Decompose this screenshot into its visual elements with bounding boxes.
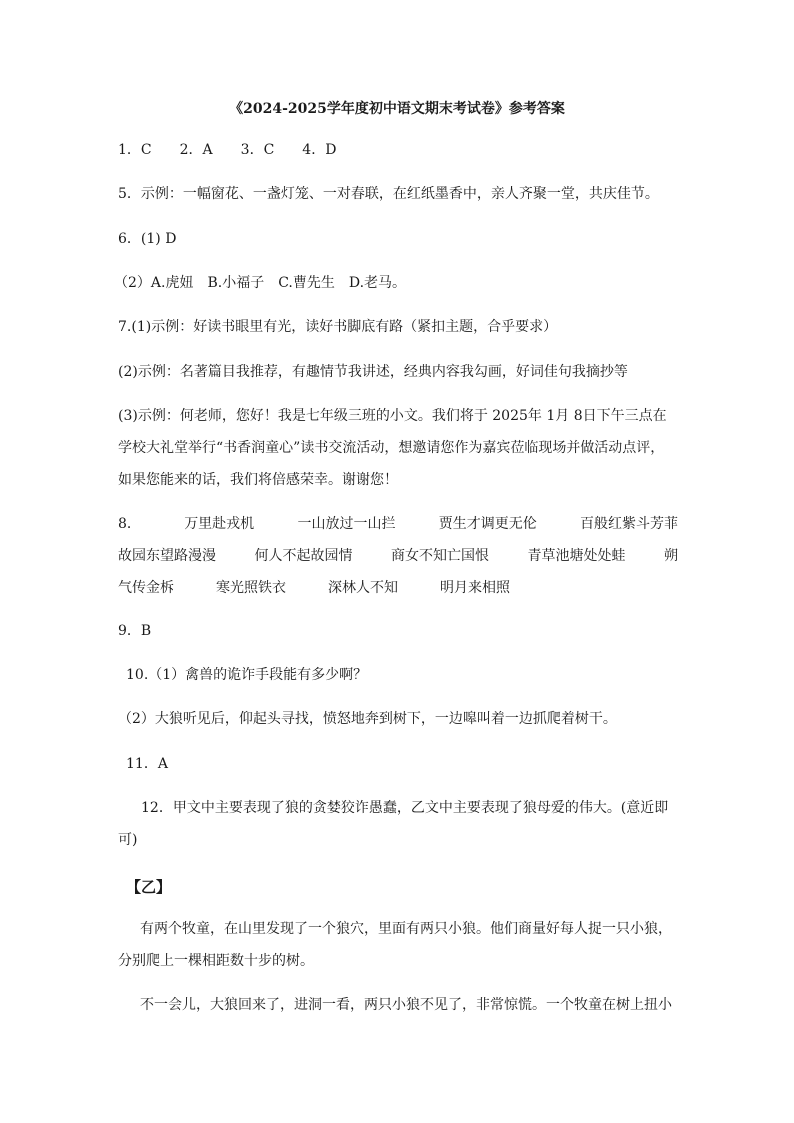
answer-12-line2: 可) (118, 832, 138, 848)
answer-6-1: 6．(1) D (118, 231, 177, 247)
page-title: 《2024-2025学年度初中语文期末考试卷》参考答案 (229, 101, 565, 117)
poem-line: 何人不起故园情 (254, 548, 353, 564)
poem-line: 朔 (664, 548, 678, 564)
poem-line: 故园东望路漫漫 (118, 548, 216, 564)
answer-7-2: (2)示例：名著篇目我推荐，有趣情节我讲述，经典内容我勾画，好词佳句我摘抄等 (118, 364, 628, 380)
passage-yi-heading: 【乙】 (126, 878, 172, 896)
answer-3: 3．C (240, 142, 275, 158)
answer-7-3-line1: (3)示例：何老师，您好！我是七年级三班的小文。我们将于 2025年 1月 8日下午三点在 (118, 408, 667, 424)
answer-12-line1: 12．甲文中主要表现了狼的贪婪狡诈愚蠢，乙文中主要表现了狼母爱的伟大。(意近即 (141, 800, 669, 816)
answer-8-row2 (118, 540, 678, 572)
passage-yi-p1-line1: 有两个牧童，在山里发现了一个狼穴，里面有两只小狼。他们商量好每人捉一只小狼， (140, 921, 672, 937)
poem-line: 寒光照铁衣 (216, 580, 286, 596)
answer-10-1: 10.（1）禽兽的诡诈手段能有多少啊？ (126, 667, 368, 683)
passage-yi-p1-line2: 分别爬上一棵相距数十步的树。 (118, 953, 314, 969)
poem-line: 商女不知亡国恨 (391, 548, 489, 564)
answer-8 (118, 508, 678, 604)
poem-line: 万里赴戎机 (184, 516, 255, 532)
poem-line: 贾生才调更无伦 (438, 516, 537, 532)
poem-line: 深林人不知 (328, 580, 398, 596)
answer-11: 11．A (126, 756, 168, 772)
answer-6-2: （2）A.虎妞 B.小福子 C.曹先生 D.老马。 (114, 275, 407, 291)
answer-2: 2．A (179, 142, 213, 158)
passage-yi-p2-line1: 不一会儿，大狼回来了，进洞一看，两只小狼不见了，非常惊慌。一个牧童在树上扭小 (140, 997, 672, 1013)
answer-1: 1．C (118, 142, 152, 158)
poem-line: 一山放过一山拦 (297, 516, 396, 532)
answer-10-2: （2）大狼听见后，仰起头寻找，愤怒地奔到树下，一边嗥叫着一边抓爬着树干。 (118, 711, 617, 727)
answer-8-number: 8． (118, 516, 141, 532)
answer-8-row3 (118, 572, 678, 604)
answer-4: 4．D (302, 142, 337, 158)
answers-1-4 (118, 140, 364, 160)
poem-line: 青草池塘处处蛙 (527, 548, 626, 564)
answer-8-row1 (118, 508, 678, 540)
poem-line: 明月来相照 (440, 580, 510, 596)
poem-line: 气传金柝 (118, 580, 174, 596)
answer-7-3-line3: 如果您能来的话，我们将倍感荣幸。谢谢您！ (118, 472, 398, 488)
answer-5: 5．示例：一幅窗花、一盏灯笼、一对春联，在红纸墨香中，亲人齐聚一堂，共庆佳节。 (118, 186, 659, 202)
answer-9: 9．B (118, 623, 152, 639)
poem-line: 百般红紫斗芳菲 (579, 516, 678, 532)
answer-7-1: 7.(1)示例：好读书眼里有光，读好书脚底有路（紧扣主题，合乎要求） (118, 319, 558, 335)
answer-7-3-line2: 学校大礼堂举行“书香润童心”读书交流活动，想邀请您作为嘉宾莅临现场并做活动点评， (118, 440, 665, 456)
